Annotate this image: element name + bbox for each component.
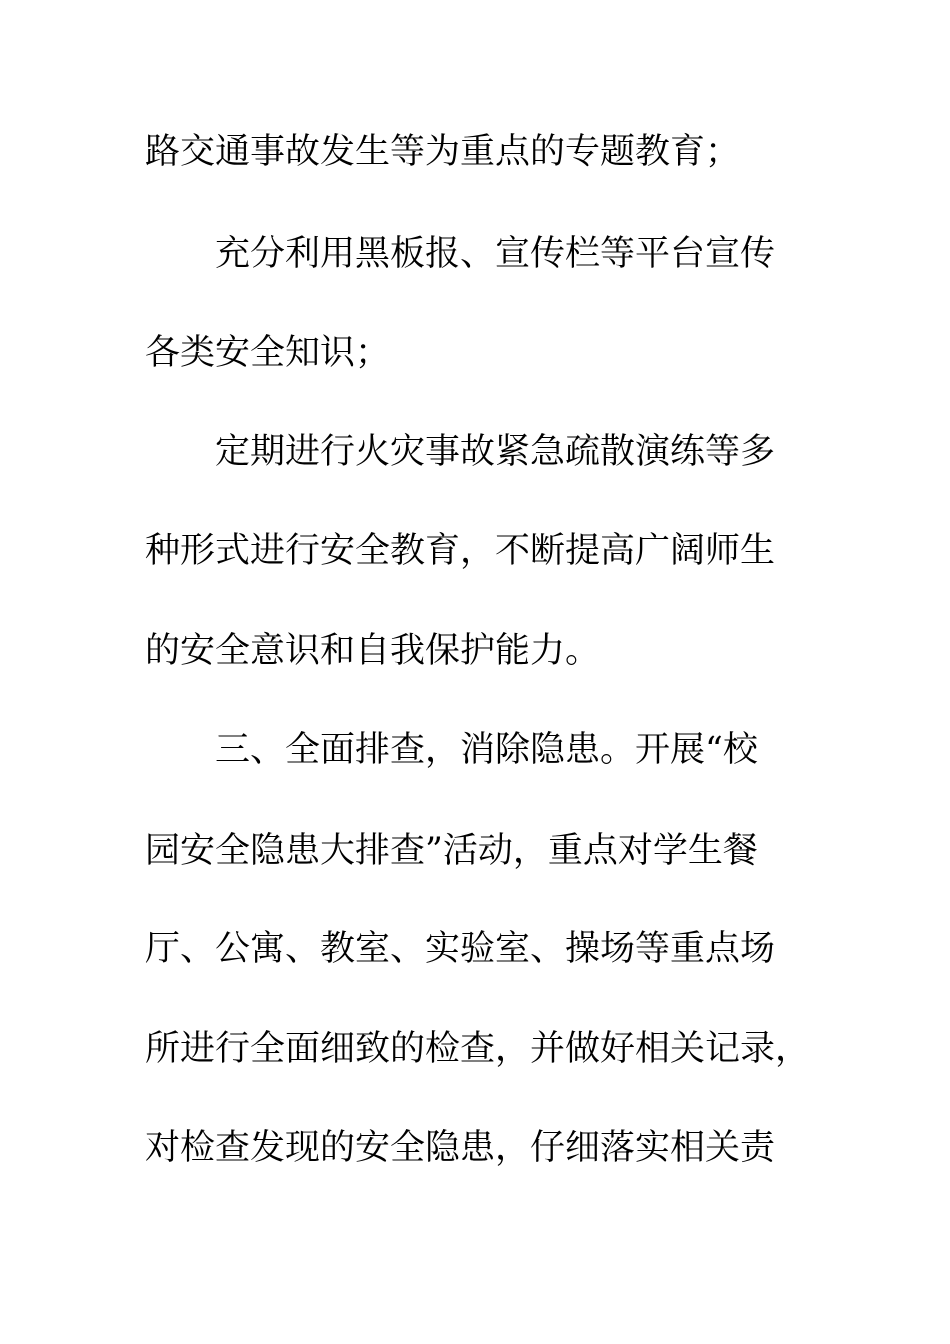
text-line-9: 厅、公寓、教室、实验室、操场等重点场 bbox=[145, 929, 776, 969]
text-line-10: 所进行全面细致的检查，并做好相关记录， bbox=[145, 1029, 811, 1069]
text-line-2: 充分利用黑板报、宣传栏等平台宣传 bbox=[215, 234, 776, 274]
text-line-11: 对检查发现的安全隐患，仔细落实相关责 bbox=[145, 1128, 776, 1168]
text-line-6: 的安全意识和自我保护能力。 bbox=[145, 631, 601, 671]
text-line-1: 路交通事故发生等为重点的专题教育； bbox=[145, 132, 741, 172]
text-line-8: 园安全隐患大排查”活动，重点对学生餐 bbox=[145, 831, 758, 871]
text-line-4: 定期进行火灾事故紧急疏散演练等多 bbox=[215, 432, 776, 472]
text-line-7: 三、全面排查，消除隐患。开展“校 bbox=[215, 730, 758, 770]
text-line-5: 种形式进行安全教育，不断提高广阔师生 bbox=[145, 531, 776, 571]
text-line-3: 各类安全知识； bbox=[145, 333, 391, 373]
